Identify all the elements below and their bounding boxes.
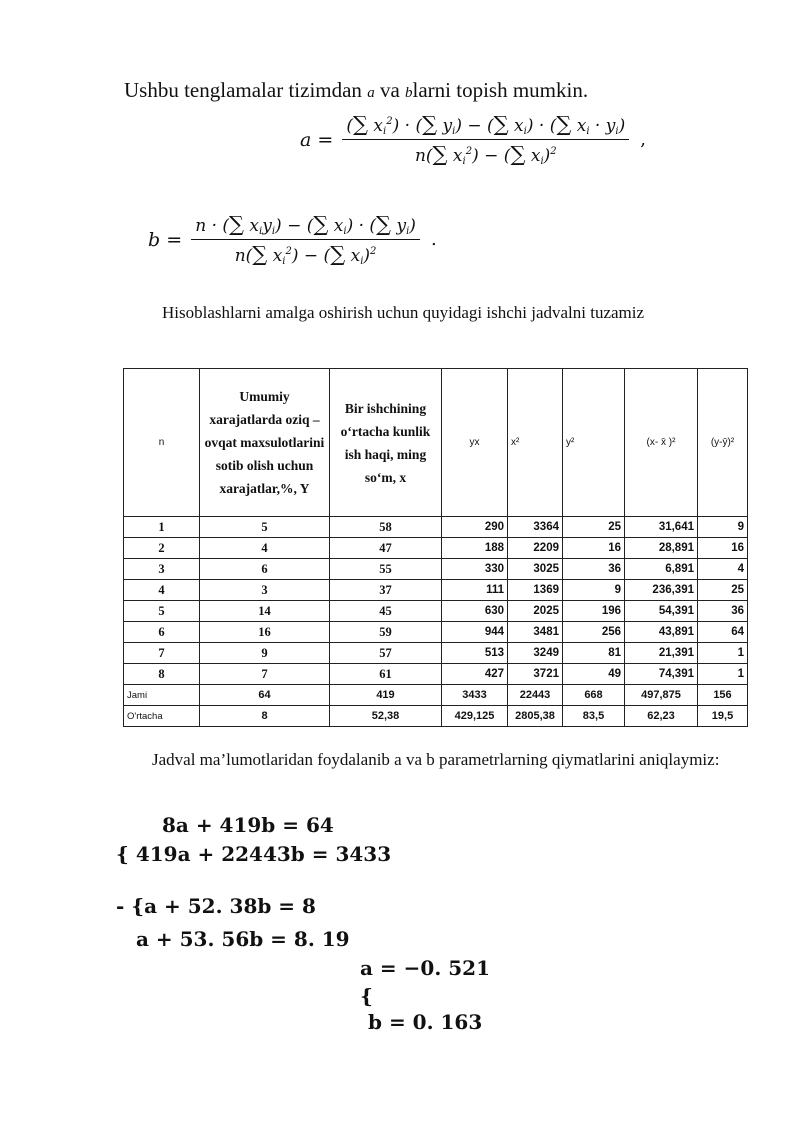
means-x2: 2805,38 (508, 706, 563, 727)
cell-x2: 3481 (508, 622, 563, 643)
header-n: n (124, 369, 200, 517)
cell-y2: 196 (563, 601, 625, 622)
intro-var-a: a (367, 85, 375, 101)
means-label: O'rtacha (124, 706, 200, 727)
table-totals-row (124, 685, 748, 706)
equation-3: - {a + 52. 38b = 8 (116, 894, 316, 918)
formula-a-fraction (342, 112, 629, 167)
cell-x2: 3364 (508, 517, 563, 538)
header-x-squared: x² (508, 369, 563, 517)
cell-x2: 3025 (508, 559, 563, 580)
means-x: 52,38 (330, 706, 442, 727)
cell-y2: 256 (563, 622, 625, 643)
cell-xdev2: 31,641 (625, 517, 698, 538)
cell-xdev2: 43,891 (625, 622, 698, 643)
equation-1: 8a + 419b = 64 (162, 813, 334, 837)
cell-n: 8 (124, 664, 200, 685)
totals-x2: 22443 (508, 685, 563, 706)
cell-yx: 188 (442, 538, 508, 559)
cell-yx: 330 (442, 559, 508, 580)
cell-xdev2: 21,391 (625, 643, 698, 664)
cell-n: 3 (124, 559, 200, 580)
cell-xdev2: 54,391 (625, 601, 698, 622)
formula-b-period: . (431, 229, 437, 250)
cell-yx: 290 (442, 517, 508, 538)
cell-y2: 16 (563, 538, 625, 559)
cell-x: 59 (330, 622, 442, 643)
table-row (124, 622, 748, 643)
table-row (124, 538, 748, 559)
intro-text-before: Ushbu tenglamalar tizimdan (124, 78, 362, 102)
cell-ydev2: 9 (698, 517, 748, 538)
intro-sentence (124, 78, 588, 103)
header-x-deviation-squared: (x- x̄ )² (625, 369, 698, 517)
totals-y2: 668 (563, 685, 625, 706)
table-row (124, 664, 748, 685)
table-row (124, 601, 748, 622)
totals-label: Jami (124, 685, 200, 706)
cell-y: 7 (200, 664, 330, 685)
cell-yx: 111 (442, 580, 508, 601)
cell-ydev2: 16 (698, 538, 748, 559)
formula-a-denominator: n(∑ $x_i^2$) − (∑ $x_i)^2$ (342, 139, 629, 167)
table-row (124, 517, 748, 538)
means-y2: 83,5 (563, 706, 625, 727)
totals-xdev2: 497,875 (625, 685, 698, 706)
totals-x: 419 (330, 685, 442, 706)
formula-a-numerator: (∑ $x_i^2$) · (∑ $y_i$) − (∑ $x_i$) · (∑ $x_i \cdot y_i$) (346, 112, 626, 137)
totals-ydev2: 156 (698, 685, 748, 706)
cell-n: 5 (124, 601, 200, 622)
formula-a (300, 112, 646, 167)
cell-xdev2: 236,391 (625, 580, 698, 601)
cell-n: 7 (124, 643, 200, 664)
means-xdev2: 62,23 (625, 706, 698, 727)
cell-y2: 81 (563, 643, 625, 664)
means-y: 8 (200, 706, 330, 727)
cell-x2: 3721 (508, 664, 563, 685)
table-means-row (124, 706, 748, 727)
cell-x: 57 (330, 643, 442, 664)
formula-b-numerator: n · (∑ $x_iy_i$) − (∑ $x_i$) · (∑ $y_i$) (195, 212, 416, 237)
cell-ydev2: 4 (698, 559, 748, 580)
formula-a-lhs: a = (300, 128, 334, 151)
parameters-paragraph: Jadval ma’lumotlaridan foydalanib a va b parametrlarning qiymatlarini aniqlaymiz: (152, 750, 720, 769)
cell-y: 14 (200, 601, 330, 622)
totals-y: 64 (200, 685, 330, 706)
cell-y: 16 (200, 622, 330, 643)
cell-x: 55 (330, 559, 442, 580)
cell-y: 3 (200, 580, 330, 601)
means-ydev2: 19,5 (698, 706, 748, 727)
cell-y2: 36 (563, 559, 625, 580)
solution-brace: { (360, 984, 373, 1008)
cell-x2: 1369 (508, 580, 563, 601)
cell-x2: 3249 (508, 643, 563, 664)
cell-ydev2: 36 (698, 601, 748, 622)
header-y-deviation-squared: (y-ȳ)² (698, 369, 748, 517)
equation-4: a + 53. 56b = 8. 19 (136, 927, 350, 951)
formula-b (148, 212, 437, 267)
cell-n: 1 (124, 517, 200, 538)
cell-y2: 25 (563, 517, 625, 538)
working-table (123, 368, 748, 727)
cell-yx: 630 (442, 601, 508, 622)
table-intro-paragraph: Hisoblashlarni amalga oshirish uchun quyidagi ishchi jadvalni tuzamiz (162, 303, 645, 322)
solution-a: a = −0. 521 (360, 956, 490, 980)
header-y-percent: Umumiy xarajatlarda oziq –ovqat maxsulotlarini sotib olish uchun xarajatlar,%, Y (200, 369, 330, 517)
solution-b: b = 0. 163 (368, 1010, 483, 1034)
cell-y: 6 (200, 559, 330, 580)
cell-n: 2 (124, 538, 200, 559)
cell-y: 4 (200, 538, 330, 559)
cell-n: 4 (124, 580, 200, 601)
cell-yx: 944 (442, 622, 508, 643)
cell-y2: 9 (563, 580, 625, 601)
cell-ydev2: 1 (698, 643, 748, 664)
cell-xdev2: 74,391 (625, 664, 698, 685)
cell-ydev2: 1 (698, 664, 748, 685)
intro-text-after: larni topish mumkin. (412, 78, 589, 102)
intro-text-mid: va (379, 78, 400, 102)
cell-yx: 513 (442, 643, 508, 664)
formula-a-comma: , (640, 129, 647, 150)
cell-xdev2: 28,891 (625, 538, 698, 559)
cell-x2: 2209 (508, 538, 563, 559)
cell-ydev2: 25 (698, 580, 748, 601)
cell-x: 61 (330, 664, 442, 685)
table-header-row (124, 369, 748, 517)
cell-y: 9 (200, 643, 330, 664)
formula-b-fraction (191, 212, 420, 267)
cell-yx: 427 (442, 664, 508, 685)
cell-x: 37 (330, 580, 442, 601)
table-row (124, 643, 748, 664)
cell-y: 5 (200, 517, 330, 538)
cell-x: 58 (330, 517, 442, 538)
table-row (124, 559, 748, 580)
cell-xdev2: 6,891 (625, 559, 698, 580)
cell-ydev2: 64 (698, 622, 748, 643)
cell-x: 45 (330, 601, 442, 622)
equation-2: { 419a + 22443b = 3433 (116, 842, 392, 866)
header-yx: yx (442, 369, 508, 517)
formula-b-denominator: n(∑ $x_i^2$) − (∑ $x_i)^2$ (191, 239, 420, 267)
intro-var-b: b (405, 85, 413, 101)
means-yx: 429,125 (442, 706, 508, 727)
cell-y2: 49 (563, 664, 625, 685)
header-y-squared: y² (563, 369, 625, 517)
header-x-wage: Bir ishchining o‘rtacha kunlik ish haqi, ming so‘m, x (330, 369, 442, 517)
cell-n: 6 (124, 622, 200, 643)
formula-b-lhs: b = (148, 228, 183, 251)
cell-x2: 2025 (508, 601, 563, 622)
table-row (124, 580, 748, 601)
totals-yx: 3433 (442, 685, 508, 706)
cell-x: 47 (330, 538, 442, 559)
